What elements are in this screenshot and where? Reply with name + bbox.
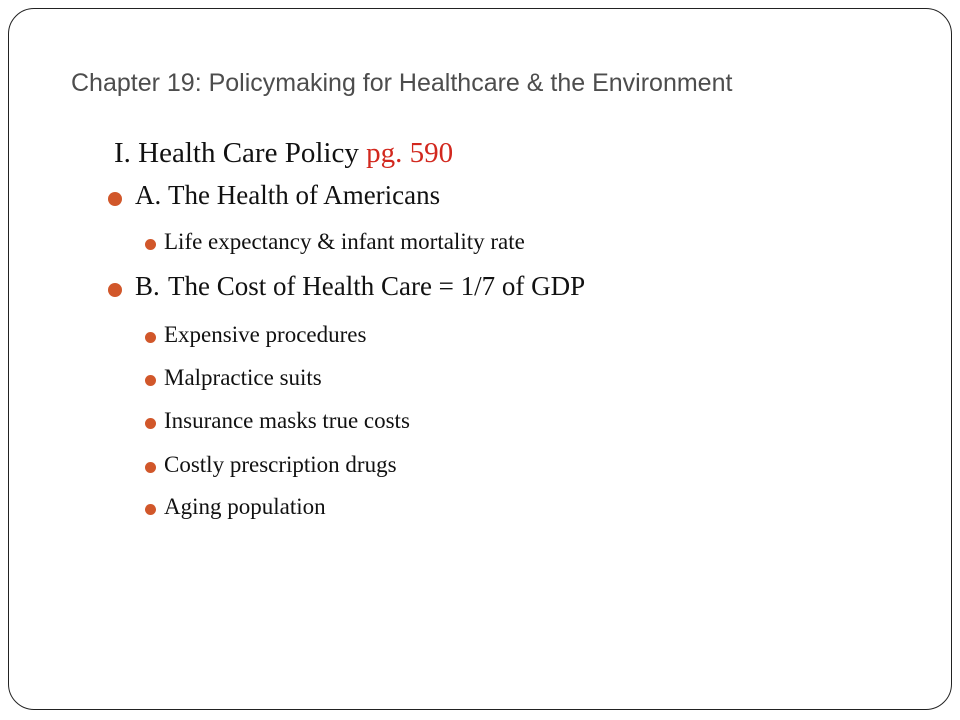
bullet-text: Insurance masks true costs: [164, 408, 410, 433]
bullet-text: Malpractice suits: [164, 365, 322, 390]
slide-frame: [8, 8, 952, 710]
section-number: A.: [135, 180, 162, 210]
bullet-text: Costly prescription drugs: [164, 452, 397, 477]
bullet-icon: [145, 462, 156, 473]
section-label: The Cost of Health Care = 1/7 of GDP: [168, 271, 586, 301]
bullet-icon: [108, 283, 122, 297]
bullet-icon: [145, 332, 156, 343]
bullet-icon: [145, 504, 156, 515]
bullet-icon: [145, 239, 156, 250]
bullet-text: Expensive procedures: [164, 322, 367, 347]
bullet-icon: [145, 418, 156, 429]
page-reference: pg. 590: [366, 137, 454, 169]
heading-text: I. Health Care Policy: [114, 137, 367, 169]
slide-title: Chapter 19: Policymaking for Healthcare & the Environment: [71, 69, 733, 97]
section-number: B.: [135, 271, 160, 301]
section-label: The Health of Americans: [168, 180, 441, 210]
bullet-icon: [145, 375, 156, 386]
bullet-text: Life expectancy & infant mortality rate: [164, 229, 525, 254]
section-heading: [114, 137, 453, 170]
bullet-text: Aging population: [164, 494, 326, 519]
bullet-icon: [108, 192, 122, 206]
